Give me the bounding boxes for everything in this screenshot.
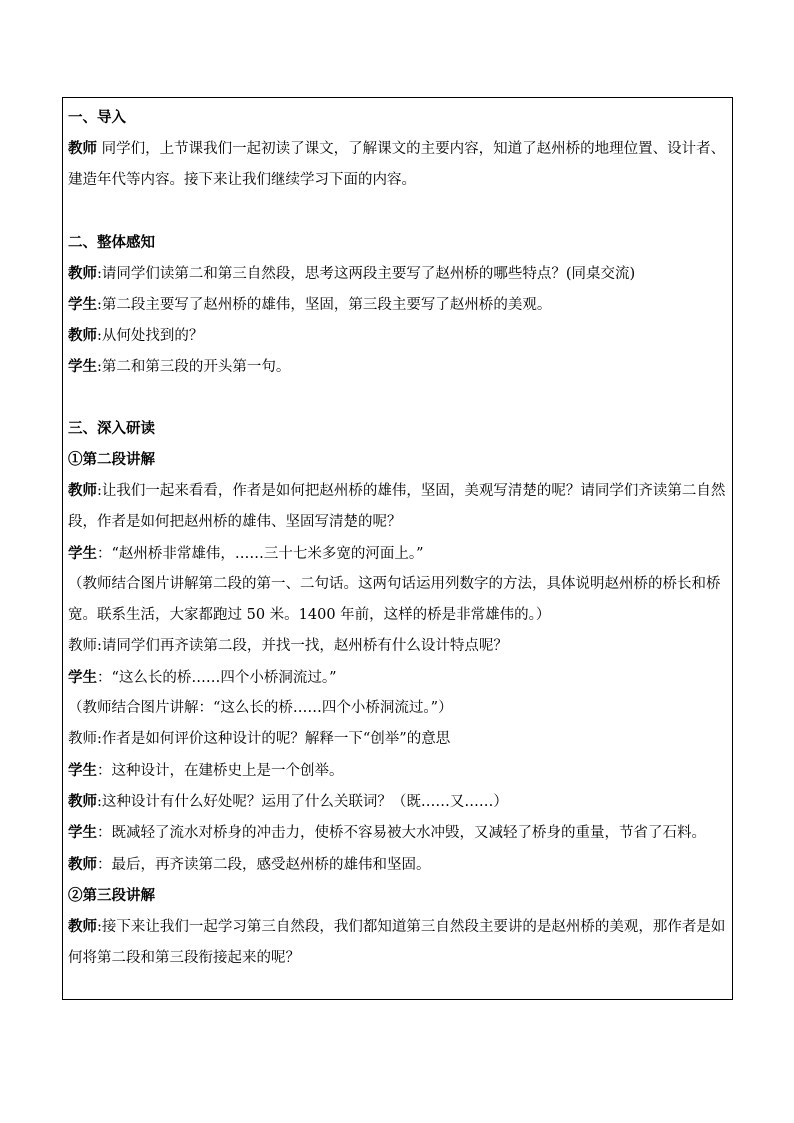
teacher-note: （教师结合图片讲解：“这么长的桥……四个小桥洞流过。”）	[68, 700, 453, 716]
dialogue-line	[68, 755, 730, 786]
spacer	[68, 196, 730, 227]
speaker-label: 教师	[68, 140, 97, 157]
speaker-label: 学生	[68, 669, 97, 686]
speaker-label: 学生	[68, 296, 97, 313]
speaker-label: 学生	[68, 545, 97, 562]
speaker-label: 教师	[68, 327, 97, 344]
dialogue-line	[68, 258, 730, 289]
teacher-note: （教师结合图片讲解第二段的第一、二句话。这两句话运用列数字的方法，具体说明赵州桥的桥长和桥宽。联系生活，大家都跑过 50 米。1400 年前，这样的桥是非常雄伟的。）	[68, 576, 721, 623]
dialogue-text: :让我们一起来看看，作者是如何把赵州桥的雄伟，坚固，美观写清楚的呢？请同学们齐读第二自然段，作者是如何把赵州桥的雄伟、坚固写清楚的呢？	[68, 483, 726, 530]
speaker-label: 教师	[68, 482, 97, 499]
dialogue-line: 教师:请同学们再齐读第二段，并找一找，赵州桥有什么设计特点呢？	[68, 638, 508, 654]
speaker-label: 教师	[68, 918, 97, 935]
dialogue-text: :第二段主要写了赵州桥的雄伟，坚固，第三段主要写了赵州桥的美观。	[97, 297, 552, 313]
dialogue-line	[68, 475, 730, 538]
speaker-label: 教师	[68, 856, 97, 873]
speaker-label: 教师	[68, 265, 97, 282]
dialogue-text: ：最后，再齐读第二段，感受赵州桥的雄伟和坚固。	[97, 857, 431, 873]
section-heading-deep: 三、深入研读	[68, 420, 155, 437]
dialogue-line	[68, 849, 730, 880]
dialogue-text: ：既减轻了流水对桥身的冲击力，使桥不容易被大水冲毁，又减轻了桥身的重量，节省了石料。	[97, 825, 706, 841]
dialogue-text: ：“这么长的桥……四个小桥洞流过。”	[97, 670, 337, 686]
spacer	[68, 382, 730, 413]
dialogue-text: ：“赵州桥非常雄伟，……三十七米多宽的河面上。”	[97, 546, 424, 562]
dialogue-text: :这种设计有什么好处呢？运用了什么关联词？（既……又……）	[97, 794, 508, 810]
lesson-content	[68, 102, 730, 974]
dialogue-text: :从何处找到的？	[97, 328, 204, 344]
speaker-label: 学生	[68, 824, 97, 841]
subheading-paragraph-two: ①第二段讲解	[68, 451, 155, 468]
dialogue-text: :第二和第三段的开头第一句。	[97, 359, 291, 375]
dialogue-line	[68, 351, 730, 382]
dialogue-text: :接下来让我们一起学习第三自然段，我们都知道第三自然段主要讲的是赵州桥的美观，那作者是如何将第二段和第三段衔接起来的呢？	[68, 919, 726, 966]
speaker-label: 学生	[68, 762, 97, 779]
dialogue-line	[68, 817, 730, 849]
dialogue-line: 教师:作者是如何评价这种设计的呢？解释一下“创举”的意思	[68, 731, 451, 747]
dialogue-line	[68, 786, 730, 817]
dialogue-text: ：这种设计，在建桥史上是一个创举。	[97, 763, 344, 779]
lesson-table-cell	[62, 97, 733, 1000]
dialogue-line	[68, 662, 730, 693]
dialogue-line	[68, 289, 730, 320]
paragraph-intro	[68, 133, 730, 196]
dialogue-line	[68, 320, 730, 351]
speaker-label: 教师	[68, 793, 97, 810]
section-heading-overall: 二、整体感知	[68, 234, 155, 251]
dialogue-line	[68, 911, 730, 974]
subheading-paragraph-three: ②第三段讲解	[68, 887, 155, 904]
dialogue-text: :请同学们读第二和第三自然段，思考这两段主要写了赵州桥的哪些特点？(同桌交流)	[97, 266, 636, 282]
paragraph-text: 同学们，上节课我们一起初读了课文，了解课文的主要内容，知道了赵州桥的地理位置、设计者、建造年代等内容。接下来让我们继续学习下面的内容。	[68, 141, 726, 188]
dialogue-line	[68, 538, 730, 569]
speaker-label: 学生	[68, 358, 97, 375]
section-heading-intro: 一、导入	[68, 109, 126, 126]
